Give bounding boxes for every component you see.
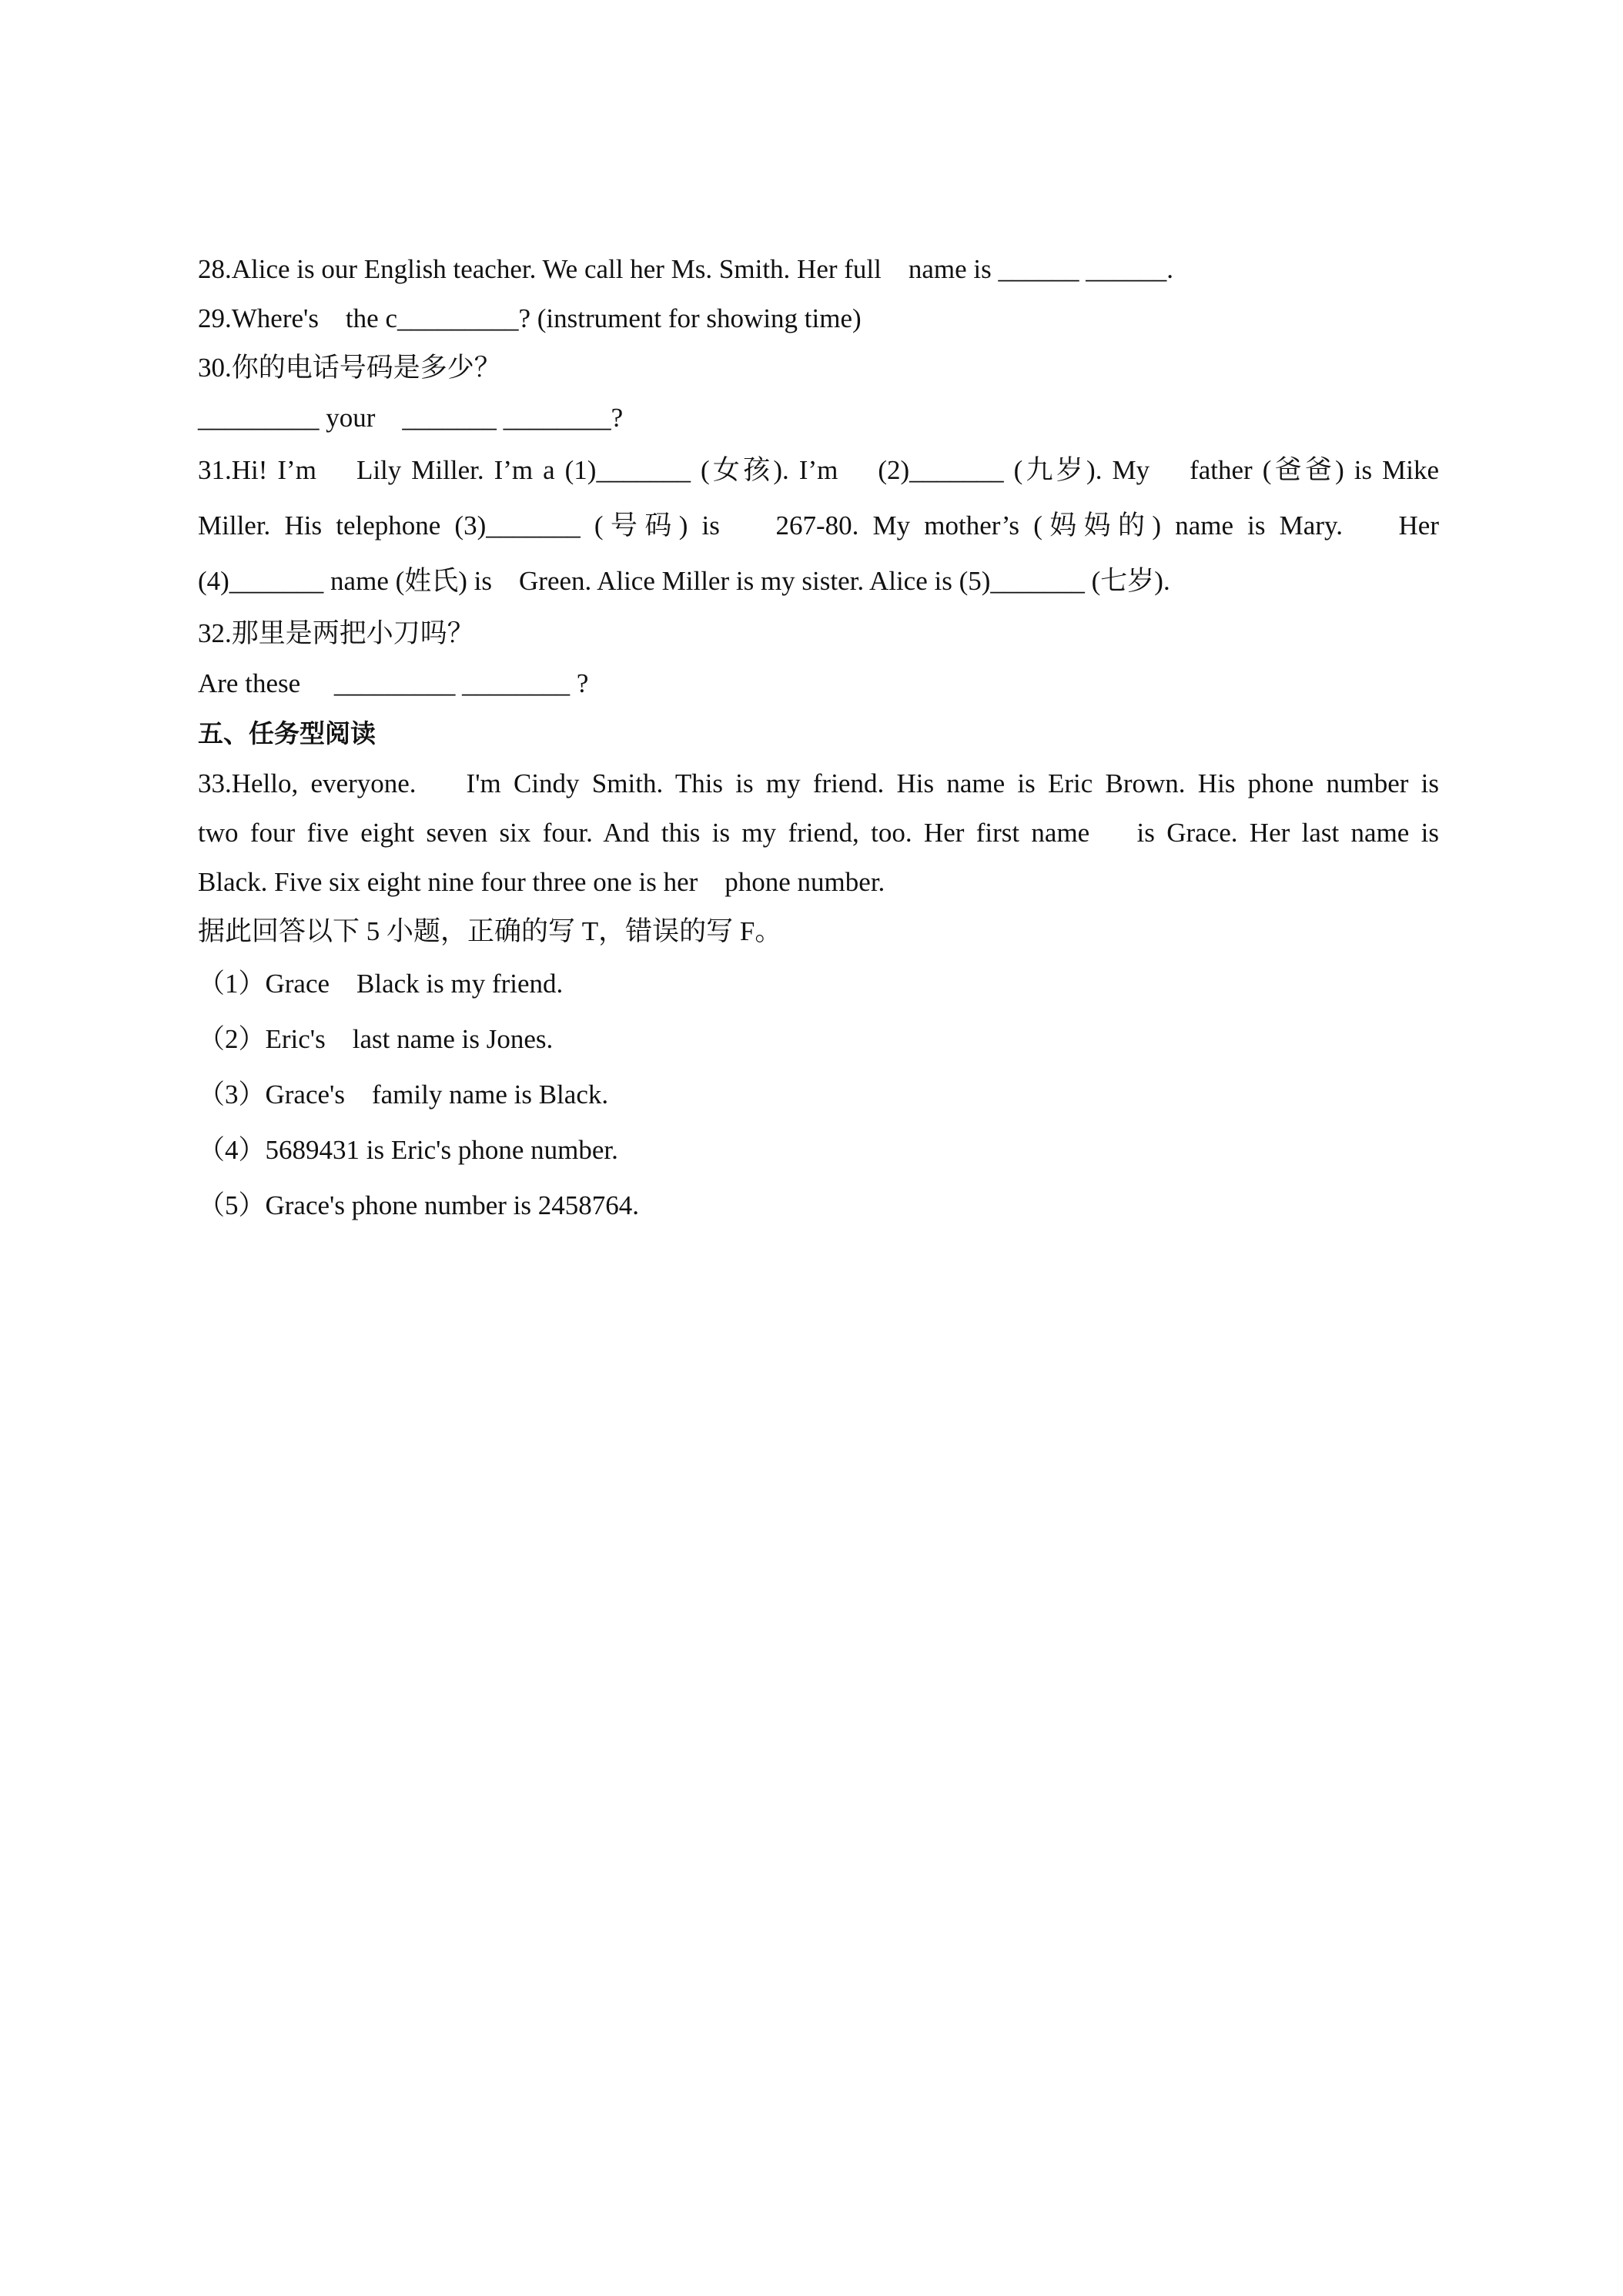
question-31-line-2: Miller. His telephone (3)_______ (号码) is 267-80. My mother’s (妈妈的) name is Mary. Her bbox=[198, 510, 1439, 541]
question-30-answer: _________ your _______ ________? bbox=[198, 403, 624, 433]
question-33-item-2: （2）Eric's last name is Jones. bbox=[198, 1024, 554, 1054]
question-31-line-3: (4)_______ name (姓氏) is Green. Alice Miller is my sister. Alice is (5)_______ (七岁). bbox=[198, 566, 1170, 596]
question-33-item-4: （4）5689431 is Eric's phone number. bbox=[198, 1135, 618, 1165]
question-33-line-3: Black. Five six eight nine four three one is her phone number. bbox=[198, 867, 885, 897]
question-28: 28.Alice is our English teacher. We call her Ms. Smith. Her full name is ______ ______. bbox=[198, 254, 1174, 284]
question-31 bbox=[198, 443, 1439, 609]
question-32-prompt: 32.那里是两把小刀吗？ bbox=[198, 618, 474, 648]
section-5-heading: 五、任务型阅读 bbox=[198, 718, 376, 748]
question-33-line-2: two four five eight seven six four. And this is my friend, too. Her first name is Grace. Her last name is bbox=[198, 818, 1439, 848]
question-33-line-1: 33.Hello, everyone. I'm Cindy Smith. This is my friend. His name is Eric Brown. His phone number is bbox=[198, 768, 1439, 798]
question-33-instruction: 据此回答以下 5 小题，正确的写 T，错误的写 F。 bbox=[198, 916, 782, 946]
question-29: 29.Where's the c_________? (instrument for showing time) bbox=[198, 303, 862, 333]
question-32-answer: Are these _________ ________ ? bbox=[198, 668, 589, 698]
question-31-line-1: 31.Hi! I’m Lily Miller. I’m a (1)_______ (女孩). I’m (2)_______ (九岁). My father (爸爸) is Mike bbox=[198, 455, 1439, 485]
question-33-item-1: （1）Grace Black is my friend. bbox=[198, 969, 564, 999]
question-33-passage bbox=[198, 759, 1439, 907]
question-33-items bbox=[198, 956, 1439, 1233]
question-33-item-5: （5）Grace's phone number is 2458764. bbox=[198, 1190, 640, 1220]
question-30-prompt: 30.你的电话号码是多少？ bbox=[198, 353, 501, 383]
worksheet-page bbox=[198, 245, 1439, 1233]
question-33-item-3: （3）Grace's family name is Black. bbox=[198, 1079, 609, 1110]
